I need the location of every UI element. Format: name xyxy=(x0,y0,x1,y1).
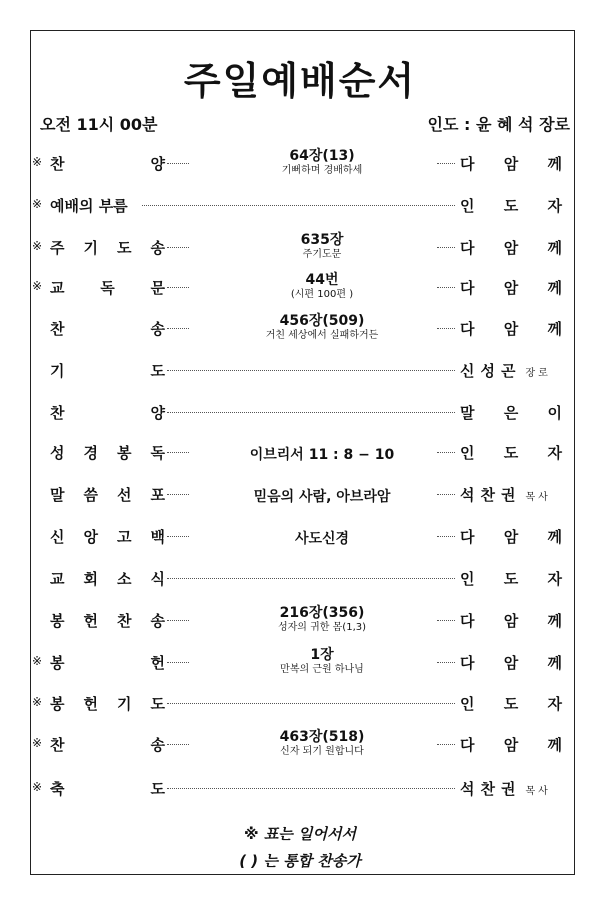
row-label xyxy=(50,484,165,505)
row-label-char: 신 xyxy=(50,528,65,546)
row-label-char: 도 xyxy=(117,239,132,257)
responsible-title: 목사 xyxy=(525,786,551,797)
leader-dots xyxy=(167,370,455,371)
responsible-char: 인 xyxy=(460,444,475,462)
responsible-char: 자 xyxy=(547,197,562,215)
hymn-title: 거친 세상에서 실패하거든 xyxy=(265,330,379,341)
service-row xyxy=(32,190,572,220)
responsible-char: 께 xyxy=(547,612,562,630)
row-label-char: 교 xyxy=(50,279,65,297)
responsible-person xyxy=(460,237,562,258)
responsible-char: 다 xyxy=(460,239,475,257)
row-label-char: 찬 xyxy=(50,155,65,173)
row-content-text: 이브리서 11 : 8 − 10 xyxy=(249,447,395,463)
responsible-person xyxy=(460,153,562,174)
row-label-char: 찬 xyxy=(50,404,65,422)
responsible-person xyxy=(460,610,562,631)
responsible-person xyxy=(460,484,562,505)
row-content xyxy=(182,148,462,177)
service-row xyxy=(32,437,572,467)
row-label-char: 독 xyxy=(100,279,115,297)
row-label-char: 도 xyxy=(150,695,165,713)
row-content xyxy=(182,647,462,676)
row-content-text: 믿음의 사람, 아브라암 xyxy=(253,489,391,505)
row-label-char: 경 xyxy=(83,444,98,462)
row-label-char: 양 xyxy=(150,404,165,422)
service-row xyxy=(32,729,572,759)
responsible-char: 암 xyxy=(503,279,519,297)
hymn-number: 463장(518) xyxy=(279,729,365,745)
responsible-title: 장로 xyxy=(525,368,551,379)
hymn-number: 1장 xyxy=(310,647,334,663)
row-content-text: 사도신경 xyxy=(294,531,350,547)
responsible-char: 도 xyxy=(503,695,519,713)
row-label xyxy=(50,610,165,631)
row-label-char: 교 xyxy=(50,570,65,588)
row-label-char: 성 xyxy=(50,444,65,462)
service-row xyxy=(32,521,572,551)
hymn-title: (시편 100편 ) xyxy=(290,289,354,300)
row-content xyxy=(182,272,462,301)
row-label xyxy=(50,693,165,714)
responsible-char: 인 xyxy=(460,197,475,215)
service-leader: 인도 : 윤 혜 석 장로 xyxy=(427,115,570,134)
hymn-number: 216장(356) xyxy=(279,605,365,621)
responsible-char: 암 xyxy=(503,155,519,173)
row-label-char: 헌 xyxy=(83,612,98,630)
hymn-number: 635장 xyxy=(300,232,344,248)
service-row xyxy=(32,479,572,509)
responsible-char: 께 xyxy=(547,528,562,546)
row-label-char: 헌 xyxy=(83,695,98,713)
row-label-char: 찬 xyxy=(50,320,65,338)
service-row xyxy=(32,773,572,803)
row-label xyxy=(50,402,165,423)
row-label-char: 소 xyxy=(117,570,132,588)
row-label-char: 포 xyxy=(150,486,165,504)
row-label-char: 씀 xyxy=(83,486,98,504)
row-label-char: 주 xyxy=(50,239,65,257)
standing-mark: ※ xyxy=(32,155,43,169)
page-title: 주일예배순서 xyxy=(183,59,417,103)
standing-mark: ※ xyxy=(32,780,43,794)
row-label-char: 도 xyxy=(150,780,165,798)
responsible-char: 자 xyxy=(547,444,562,462)
standing-mark: ※ xyxy=(32,197,43,211)
responsible-char: 다 xyxy=(460,279,475,297)
responsible-char: 암 xyxy=(503,320,519,338)
row-label-char: 예배의 부름 xyxy=(50,197,128,215)
row-label-char: 앙 xyxy=(83,528,98,546)
responsible-char: 다 xyxy=(460,155,475,173)
leader-dots xyxy=(167,788,455,789)
responsible-char: 도 xyxy=(503,570,519,588)
row-label-char: 회 xyxy=(83,570,98,588)
responsible-person xyxy=(460,734,562,755)
row-label-char: 말 xyxy=(50,486,65,504)
row-label xyxy=(50,778,165,799)
responsible-person xyxy=(460,195,562,216)
responsible-char: 다 xyxy=(460,320,475,338)
responsible-person xyxy=(460,442,562,463)
responsible-char: 암 xyxy=(503,528,519,546)
hymn-title: 만복의 근원 하나님 xyxy=(280,664,364,675)
row-label-char: 송 xyxy=(150,736,165,754)
row-label xyxy=(50,652,165,673)
row-label-char: 백 xyxy=(150,528,165,546)
row-label-char: 축 xyxy=(50,780,65,798)
row-label-char: 식 xyxy=(150,570,165,588)
service-row xyxy=(32,563,572,593)
row-label-char: 봉 xyxy=(117,444,132,462)
row-label xyxy=(50,318,165,339)
service-row xyxy=(32,688,572,718)
standing-mark: ※ xyxy=(32,239,43,253)
responsible-char: 인 xyxy=(460,695,475,713)
responsible-char: 암 xyxy=(503,239,519,257)
row-label-char: 봉 xyxy=(50,612,65,630)
responsible-char: 다 xyxy=(460,612,475,630)
responsible-char: 이 xyxy=(547,404,562,422)
responsible-name: 석찬권 xyxy=(460,486,522,504)
service-row xyxy=(32,355,572,385)
responsible-title: 목사 xyxy=(525,492,551,503)
row-label-char: 기 xyxy=(83,239,98,257)
responsible-person xyxy=(460,318,562,339)
hymn-title: 기뻐하며 경배하세 xyxy=(281,165,363,176)
leader-dots xyxy=(167,578,455,579)
footer-note-hymnal: ( ) 는 통합 찬송가 xyxy=(239,852,361,870)
hymn-title: 주기도문 xyxy=(302,249,342,260)
hymn-number: 64장(13) xyxy=(289,148,355,164)
row-label-char: 고 xyxy=(117,528,132,546)
responsible-char: 암 xyxy=(503,612,519,630)
row-content xyxy=(182,729,462,758)
leader-dots xyxy=(142,205,455,206)
standing-mark: ※ xyxy=(32,279,43,293)
responsible-name: 석찬권 xyxy=(460,780,522,798)
responsible-char: 다 xyxy=(460,528,475,546)
row-label-char: 봉 xyxy=(50,695,65,713)
row-label xyxy=(50,360,165,381)
row-label-char: 송 xyxy=(150,612,165,630)
responsible-char: 도 xyxy=(503,197,519,215)
row-label-char: 찬 xyxy=(50,736,65,754)
row-label-char: 헌 xyxy=(150,654,165,672)
responsible-person xyxy=(460,568,562,589)
row-label xyxy=(50,734,165,755)
service-row xyxy=(32,272,572,302)
responsible-char: 께 xyxy=(547,320,562,338)
responsible-char: 암 xyxy=(503,654,519,672)
service-row xyxy=(32,605,572,635)
responsible-char: 암 xyxy=(503,736,519,754)
row-label-char: 도 xyxy=(150,362,165,380)
responsible-char: 다 xyxy=(460,654,475,672)
footer-note-standing: ※ 표는 일어서서 xyxy=(244,825,356,843)
row-label-char: 선 xyxy=(117,486,132,504)
responsible-name: 신성곤 xyxy=(460,362,522,380)
hymn-number: 44번 xyxy=(305,272,339,288)
leader-dots xyxy=(167,703,455,704)
row-label-char: 기 xyxy=(117,695,132,713)
row-label-char: 봉 xyxy=(50,654,65,672)
row-label-char: 독 xyxy=(150,444,165,462)
row-label-char: 문 xyxy=(150,279,165,297)
responsible-char: 께 xyxy=(547,155,562,173)
row-content xyxy=(182,232,462,261)
row-label xyxy=(50,237,165,258)
row-label-char: 기 xyxy=(50,362,65,380)
responsible-char: 인 xyxy=(460,570,475,588)
responsible-person xyxy=(460,277,562,298)
responsible-char: 께 xyxy=(547,239,562,257)
responsible-char: 은 xyxy=(503,404,519,422)
responsible-char: 께 xyxy=(547,279,562,297)
service-row xyxy=(32,232,572,262)
hymn-number: 456장(509) xyxy=(279,313,365,329)
row-label-char: 양 xyxy=(150,155,165,173)
responsible-char: 다 xyxy=(460,736,475,754)
responsible-person xyxy=(460,778,562,799)
service-row xyxy=(32,397,572,427)
standing-mark: ※ xyxy=(32,736,43,750)
row-content xyxy=(182,605,462,634)
row-label xyxy=(50,442,165,463)
row-label xyxy=(50,526,165,547)
row-label-char: 찬 xyxy=(117,612,132,630)
leader-dots xyxy=(167,412,455,413)
service-row xyxy=(32,148,572,178)
responsible-char: 께 xyxy=(547,654,562,672)
service-row xyxy=(32,647,572,677)
responsible-person xyxy=(460,693,562,714)
service-time: 오전 11시 00분 xyxy=(40,115,158,134)
service-row xyxy=(32,313,572,343)
row-label xyxy=(50,568,165,589)
hymn-title: 신자 되기 원합니다 xyxy=(280,746,364,757)
responsible-char: 자 xyxy=(547,695,562,713)
row-label xyxy=(50,153,165,174)
row-content xyxy=(182,313,462,342)
responsible-char: 도 xyxy=(503,444,519,462)
standing-mark: ※ xyxy=(32,654,43,668)
hymn-title: 성자의 귀한 몸(1,3) xyxy=(277,622,367,633)
row-label-char: 송 xyxy=(150,320,165,338)
responsible-char: 자 xyxy=(547,570,562,588)
row-label xyxy=(50,277,165,298)
responsible-char: 께 xyxy=(547,736,562,754)
row-label-char: 송 xyxy=(150,239,165,257)
responsible-char: 말 xyxy=(460,404,475,422)
responsible-person xyxy=(460,402,562,423)
responsible-person xyxy=(460,526,562,547)
responsible-person xyxy=(460,360,562,381)
responsible-person xyxy=(460,652,562,673)
standing-mark: ※ xyxy=(32,695,43,709)
